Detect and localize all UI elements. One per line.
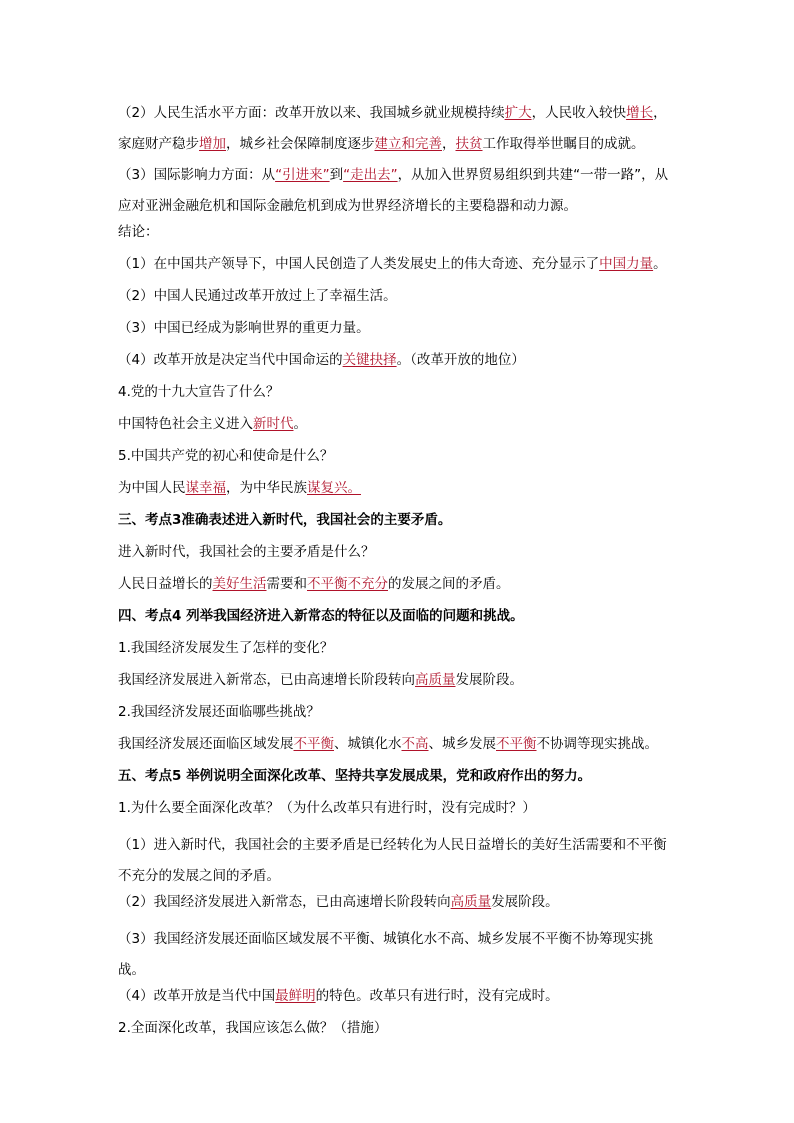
text-segment: ，人民收入较快 (531, 105, 627, 121)
underlined-keyword: 谋复兴。 (307, 480, 361, 496)
text-segment: 、城镇化水 (334, 736, 402, 752)
text-segment: 。（改革开放的地位） (396, 352, 525, 368)
section-heading-l12 (118, 510, 676, 530)
text-segment: 发展阶段。 (455, 672, 523, 688)
underlined-keyword: 增长 (626, 105, 654, 121)
text-segment: ，为中华民族 (226, 480, 307, 496)
underlined-keyword: 美好生活 (212, 576, 267, 592)
text-line-l17 (118, 670, 676, 690)
text-line-l21 (118, 798, 676, 818)
text-line-l25 (118, 986, 676, 1006)
text-segment: 。 (653, 256, 667, 272)
text-segment: 人民日益增长的 (118, 576, 213, 592)
section-heading-l20 (118, 766, 676, 786)
text-segment: （4）改革开放是决定当代中国命运的 (118, 352, 343, 368)
underlined-keyword: “走出去” (343, 167, 398, 183)
underlined-keyword: 关键抉择 (342, 352, 397, 368)
text-line-l14 (118, 574, 676, 594)
underlined-keyword: 高质量 (450, 894, 492, 910)
text-segment: 结论： (118, 224, 159, 240)
underlined-keyword: 建立和完善 (374, 136, 442, 152)
underlined-keyword: 扩大 (504, 105, 532, 121)
text-line-l16 (118, 638, 676, 658)
text-line-l24 (118, 924, 676, 986)
underlined-keyword: 中国力量 (599, 256, 654, 272)
text-segment: 1.为什么要全面深化改革？（为什么改革只有进行时，没有完成时？） (118, 800, 536, 816)
text-segment: 我国经济发展进入新常态，已由高速增长阶段转向 (118, 672, 415, 688)
text-segment: 需要和 (266, 576, 307, 592)
text-segment: 1.我国经济发展发生了怎样的变化？ (118, 640, 334, 656)
text-segment: 2.我国经济发展还面临哪些挑战？ (118, 704, 320, 720)
text-line-l4 (118, 254, 676, 274)
underlined-keyword: 不平衡不充分 (307, 576, 388, 592)
text-segment: 。 (293, 416, 307, 432)
text-segment: 、城乡发展 (428, 736, 496, 752)
text-line-l11 (118, 478, 676, 498)
text-segment: ，城乡社会保障制度逐步 (226, 136, 375, 152)
text-segment: 4.党的十九大宣告了什么？ (118, 384, 280, 400)
text-line-l1 (118, 98, 676, 160)
text-segment: ，从加入世界贸易组织到共建“一带一路”，从应对亚洲金融危机和国际金融危机到成为世界经济增长的主要稳器和动力源。 (118, 167, 669, 214)
text-line-l19 (118, 734, 676, 754)
text-line-l7 (118, 350, 676, 370)
text-segment: ，家庭财产稳步 (118, 105, 667, 152)
text-line-l26 (118, 1018, 676, 1038)
underlined-keyword: 高质量 (415, 672, 456, 688)
underlined-keyword: 不平衡 (293, 736, 334, 752)
text-segment: （2）我国经济发展进入新常态，已由高速增长阶段转向 (118, 894, 451, 910)
text-segment: 四、考点4 列举我国经济进入新常态的特征以及面临的问题和挑战。 (118, 608, 524, 624)
text-line-l18 (118, 702, 676, 722)
underlined-keyword: 新时代 (253, 416, 294, 432)
text-segment: 为中国人民 (118, 480, 186, 496)
text-line-l9 (118, 414, 676, 434)
text-segment: 五、考点5 举例说明全面深化改革、坚持共享发展成果，党和政府作出的努力。 (118, 768, 592, 784)
underlined-keyword: 不平衡 (496, 736, 537, 752)
text-segment: （3）中国已经成为影响世界的重更力量。 (118, 320, 370, 336)
text-segment: （3）国际影响力方面：从 (118, 167, 276, 183)
text-segment: 中国特色社会主义进入 (118, 416, 253, 432)
text-line-l6 (118, 318, 676, 338)
text-segment: 2.全面深化改革，我国应该怎么做？（措施） (118, 1020, 388, 1036)
text-segment: 到 (329, 167, 344, 183)
text-segment: 我国经济发展还面临区域发展 (118, 736, 294, 752)
underlined-keyword: “引进来” (275, 167, 330, 183)
text-segment: 不协调等现实挑战。 (536, 736, 658, 752)
text-segment: （1）进入新时代，我国社会的主要矛盾是已经转化为人民日益增长的美好生活需要和不平衡不充分的发展之间的矛盾。 (118, 837, 667, 884)
text-segment: 三、考点3准确表述进入新时代，我国社会的主要矛盾。 (118, 512, 452, 528)
text-segment: （3）我国经济发展还面临区域发展不平衡、城镇化水不高、城乡发展不平衡不协筹现实挑战。 (118, 931, 654, 978)
text-line-l13 (118, 542, 676, 562)
text-segment: （2）中国人民通过改革开放过上了幸福生活。 (118, 288, 397, 304)
text-segment: 5.中国共产党的初心和使命是什么？ (118, 448, 334, 464)
text-line-l3 (118, 222, 676, 242)
text-segment: 的特色。改革只有进行时，没有完成时。 (315, 988, 559, 1004)
text-line-l10 (118, 446, 676, 466)
text-segment: 工作取得举世瞩目的成就。 (482, 136, 645, 152)
text-line-l22 (118, 830, 676, 892)
text-segment: （4）改革开放是当代中国 (118, 988, 276, 1004)
underlined-keyword: 最鲜明 (275, 988, 316, 1004)
text-segment: ， (442, 136, 456, 152)
underlined-keyword: 增加 (199, 136, 226, 152)
underlined-keyword: 扶贫 (455, 136, 483, 152)
text-segment: 的发展之间的矛盾。 (388, 576, 510, 592)
text-segment: 发展阶段。 (491, 894, 559, 910)
text-line-l8 (118, 382, 676, 402)
text-line-l23 (118, 892, 676, 912)
text-line-l5 (118, 286, 676, 306)
text-segment: （1）在中国共产领导下，中国人民创造了人类发展史上的伟大奇迹、充分显示了 (118, 256, 600, 272)
underlined-keyword: 不高 (401, 736, 429, 752)
text-segment: （2）人民生活水平方面：改革开放以来、我国城乡就业规模持续 (118, 105, 505, 121)
section-heading-l15 (118, 606, 676, 626)
underlined-keyword: 谋幸福 (185, 480, 226, 496)
text-segment: 进入新时代，我国社会的主要矛盾是什么？ (118, 544, 375, 560)
text-line-l2 (118, 160, 676, 222)
